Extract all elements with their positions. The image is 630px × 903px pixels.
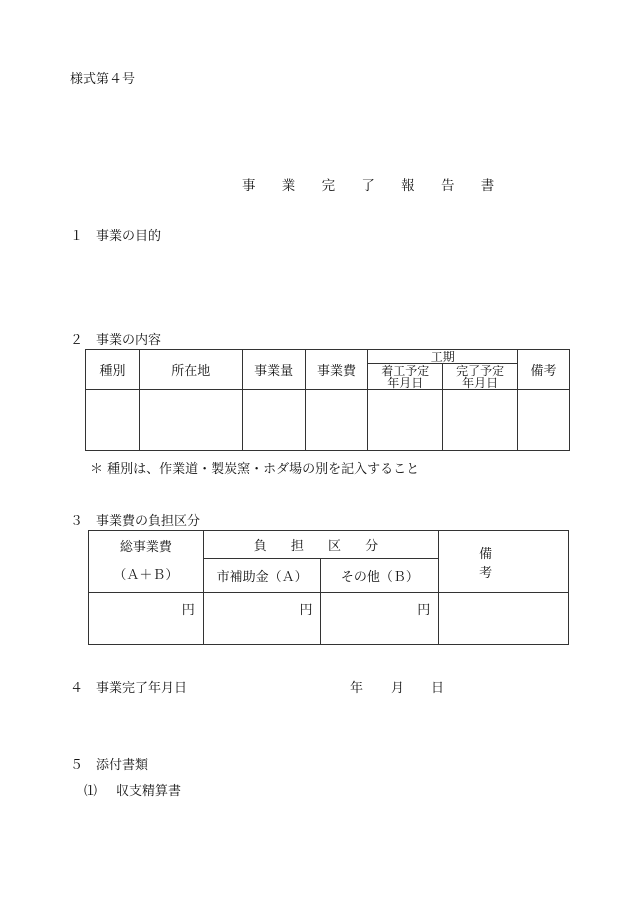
header-start-line1: 着工予定 (381, 363, 430, 378)
header-location: 所在地 (139, 350, 242, 390)
cell-remarks-3[interactable] (439, 593, 569, 645)
attachment-item-1-number: ⑴ (84, 784, 98, 799)
attachment-item-1 (84, 780, 181, 799)
type-note: ＊ 種別は、作業道・製炭窯・ホダ場の別を記入すること (90, 462, 420, 477)
section-4-heading (70, 677, 187, 696)
day-label: 日 (431, 681, 445, 696)
header-cost: 事業費 (305, 350, 368, 390)
header-total-cost (89, 531, 204, 593)
section-1-heading (70, 225, 161, 244)
section-4-label: 事業完了年月日 (96, 681, 188, 696)
header-total-line1: 総事業費 (119, 539, 172, 555)
section-1-number: １ (70, 229, 84, 244)
section-4-number: ４ (70, 681, 84, 696)
header-start-date (368, 364, 443, 390)
header-remarks-3: 備 考 (439, 531, 569, 593)
cell-end-date[interactable] (443, 390, 518, 451)
header-end-line1: 完了予定 (456, 363, 505, 378)
header-burden-division: 負 担 区 分 (203, 531, 439, 559)
yen-unit: 円 (417, 603, 431, 618)
cell-total-cost[interactable] (89, 593, 204, 645)
section-3-number: ３ (70, 514, 84, 529)
table-row (89, 593, 569, 645)
project-content-table (85, 349, 570, 451)
cell-quantity[interactable] (242, 390, 305, 451)
section-2-heading (70, 329, 161, 348)
header-other: その他（Ｂ） (321, 559, 439, 593)
section-3-label: 事業費の負担区分 (96, 514, 201, 529)
cost-burden-table (88, 530, 569, 645)
section-3-heading (70, 510, 200, 529)
form-number: 様式第４号 (70, 72, 136, 87)
document-title: 事 業 完 了 報 告 書 (242, 178, 506, 194)
cell-city-subsidy[interactable] (203, 593, 321, 645)
month-label: 月 (391, 681, 405, 696)
header-quantity: 事業量 (242, 350, 305, 390)
cell-other[interactable] (321, 593, 439, 645)
cell-location[interactable] (139, 390, 242, 451)
header-period: 工期 (368, 350, 518, 364)
section-5-number: ５ (70, 758, 84, 773)
section-2-number: ２ (70, 333, 84, 348)
section-2-label: 事業の内容 (96, 333, 162, 348)
section-5-label: 添付書類 (96, 758, 149, 773)
attachment-item-1-label: 収支精算書 (116, 784, 182, 799)
year-label: 年 (350, 681, 364, 696)
cell-remarks[interactable] (518, 390, 570, 451)
cell-start-date[interactable] (368, 390, 443, 451)
section-1-label: 事業の目的 (96, 229, 162, 244)
header-city-subsidy: 市補助金（Ａ） (203, 559, 321, 593)
header-remarks: 備考 (518, 350, 570, 390)
header-end-line2: 年月日 (462, 375, 499, 390)
header-start-line2: 年月日 (387, 375, 424, 390)
yen-unit: 円 (299, 603, 313, 618)
section-5-heading (70, 754, 148, 773)
yen-unit: 円 (181, 603, 195, 618)
completion-date-fields[interactable] (350, 677, 444, 696)
cell-cost[interactable] (305, 390, 368, 451)
table-row (86, 390, 570, 451)
cell-type[interactable] (86, 390, 140, 451)
header-type: 種別 (86, 350, 140, 390)
header-total-line2: （Ａ＋Ｂ） (113, 567, 179, 583)
header-end-date (443, 364, 518, 390)
